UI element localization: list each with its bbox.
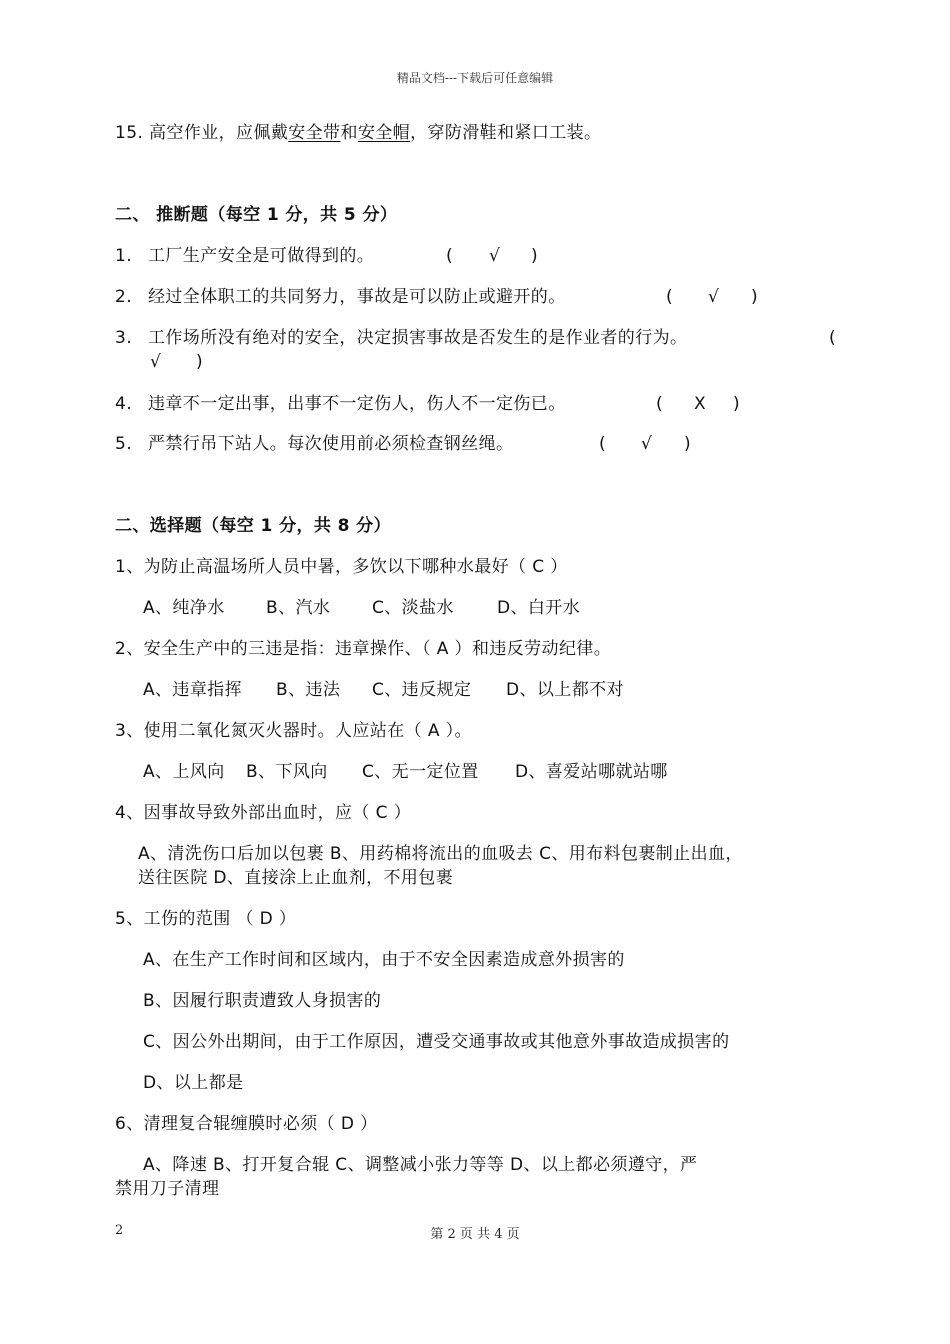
choice-3-option-d: D、喜爱站哪就站哪 [515,762,668,782]
choice-4-options-line-1: A、清洗伤口后加以包裹 B、用药棉将流出的血吸去 C、用布料包裹制止出血， [138,844,743,864]
judgement-item-1 [115,244,132,268]
judgement-close-5: ) [684,434,692,454]
choice-6-options-line-1: A、降速 B、打开复合辊 C、调整减小张力等等 D、以上都必须遵守，严 [143,1155,698,1175]
choice-5-option-c: C、因公外出期间，由于工作原因，遭受交通事故或其他意外事故造成损害的 [143,1032,730,1052]
choice-2-option-c: C、违反规定 [372,680,472,700]
judgement-open-4: ( [656,394,664,414]
judgement-mark-1: √ [489,246,501,266]
section-title-judgement: 二、 推断题（每空 1 分，共 5 分） [115,205,398,225]
page-number-left: 2 [115,1223,124,1238]
page-count: 第 2 页 共 4 页 [430,1227,520,1242]
q15-answer-2: 安全帽 [357,123,411,143]
choice-2-option-a: A、违章指挥 [143,680,243,700]
choice-3-option-b: B、下风向 [246,762,328,782]
judgement-mark-5: √ [641,434,653,454]
judgement-text-5: 严禁行吊下站人。每次使用前必须检查钢丝绳。 [148,434,514,454]
choice-question-4: 4、因事故导致外部出血时，应（ C ） [115,803,412,823]
judgement-text-1: 工厂生产安全是可做得到的。 [148,246,375,266]
choice-question-3: 3、使用二氧化氮灭火器时。人应站在（ A ）。 [115,721,472,741]
choice-question-1: 1、为防止高温场所人员中暑，多饮以下哪种水最好（ C ） [115,557,568,577]
judgement-close-2: ) [751,287,759,307]
judgement-mark-4: X [694,394,707,414]
page-header: 精品文档---下载后可任意编辑 [396,71,554,85]
choice-1-option-d: D、白开水 [497,598,581,618]
choice-6-options-line-2: 禁用刀子清理 [115,1179,220,1199]
judgement-item-4: 4. [115,394,133,414]
judgement-text-4: 违章不一定出事，出事不一定伤人，伤人不一定伤已。 [148,394,566,414]
choice-5-option-a: A、在生产工作时间和区域内，由于不安全因素造成意外损害的 [143,950,625,970]
judgement-mark-2: √ [708,287,720,307]
choice-1-option-b: B、汽水 [266,598,331,618]
choice-question-6: 6、清理复合辊缠膜时必须（ D ） [115,1114,378,1134]
judgement-text-3: 工作场所没有绝对的安全，决定损害事故是否发生的是作业者的行为。 [148,328,688,348]
choice-3-option-a: A、上风向 [143,762,225,782]
choice-question-2: 2、安全生产中的三违是指：违章操作、（ A ）和违反劳动纪律。 [115,639,612,659]
judgement-close-4: ) [733,394,741,414]
item-number: 1. [115,246,133,266]
question-15 [115,121,601,145]
judgement-open-5: ( [599,434,607,454]
judgement-item-3: 3. [115,328,133,348]
choice-2-option-d: D、以上都不对 [506,680,624,700]
choice-5-option-d: D、以上都是 [143,1073,244,1093]
q15-suffix: ，穿防滑鞋和紧口工装。 [410,123,602,143]
choice-1-option-c: C、淡盐水 [372,598,454,618]
q15-prefix: 15. 高空作业，应佩戴 [115,123,289,143]
choice-3-option-c: C、无一定位置 [362,762,479,782]
judgement-item-5: 5. [115,434,133,454]
q15-mid: 和 [340,123,358,143]
judgement-item-2: 2. [115,287,133,307]
choice-2-option-b: B、违法 [276,680,341,700]
judgement-open-2: ( [666,287,674,307]
choice-1-option-a: A、纯净水 [143,598,225,618]
section-title-choice: 二、选择题（每空 1 分，共 8 分） [115,516,391,536]
choice-4-options-line-2: 送往医院 D、直接涂上止血剂，不用包裹 [138,868,454,888]
q15-answer-1: 安全带 [288,123,341,143]
judgement-open-3: ( [829,328,837,348]
judgement-open-1: ( [446,246,454,266]
judgement-text-2: 经过全体职工的共同努力，事故是可以防止或避开的。 [148,287,566,307]
judgement-close-3: ) [196,352,204,372]
judgement-mark-3: √ [150,352,162,372]
choice-question-5: 5、工伤的范围 （ D ） [115,909,297,929]
choice-5-option-b: B、因履行职责遭致人身损害的 [143,991,382,1011]
judgement-close-1: ) [531,246,539,266]
